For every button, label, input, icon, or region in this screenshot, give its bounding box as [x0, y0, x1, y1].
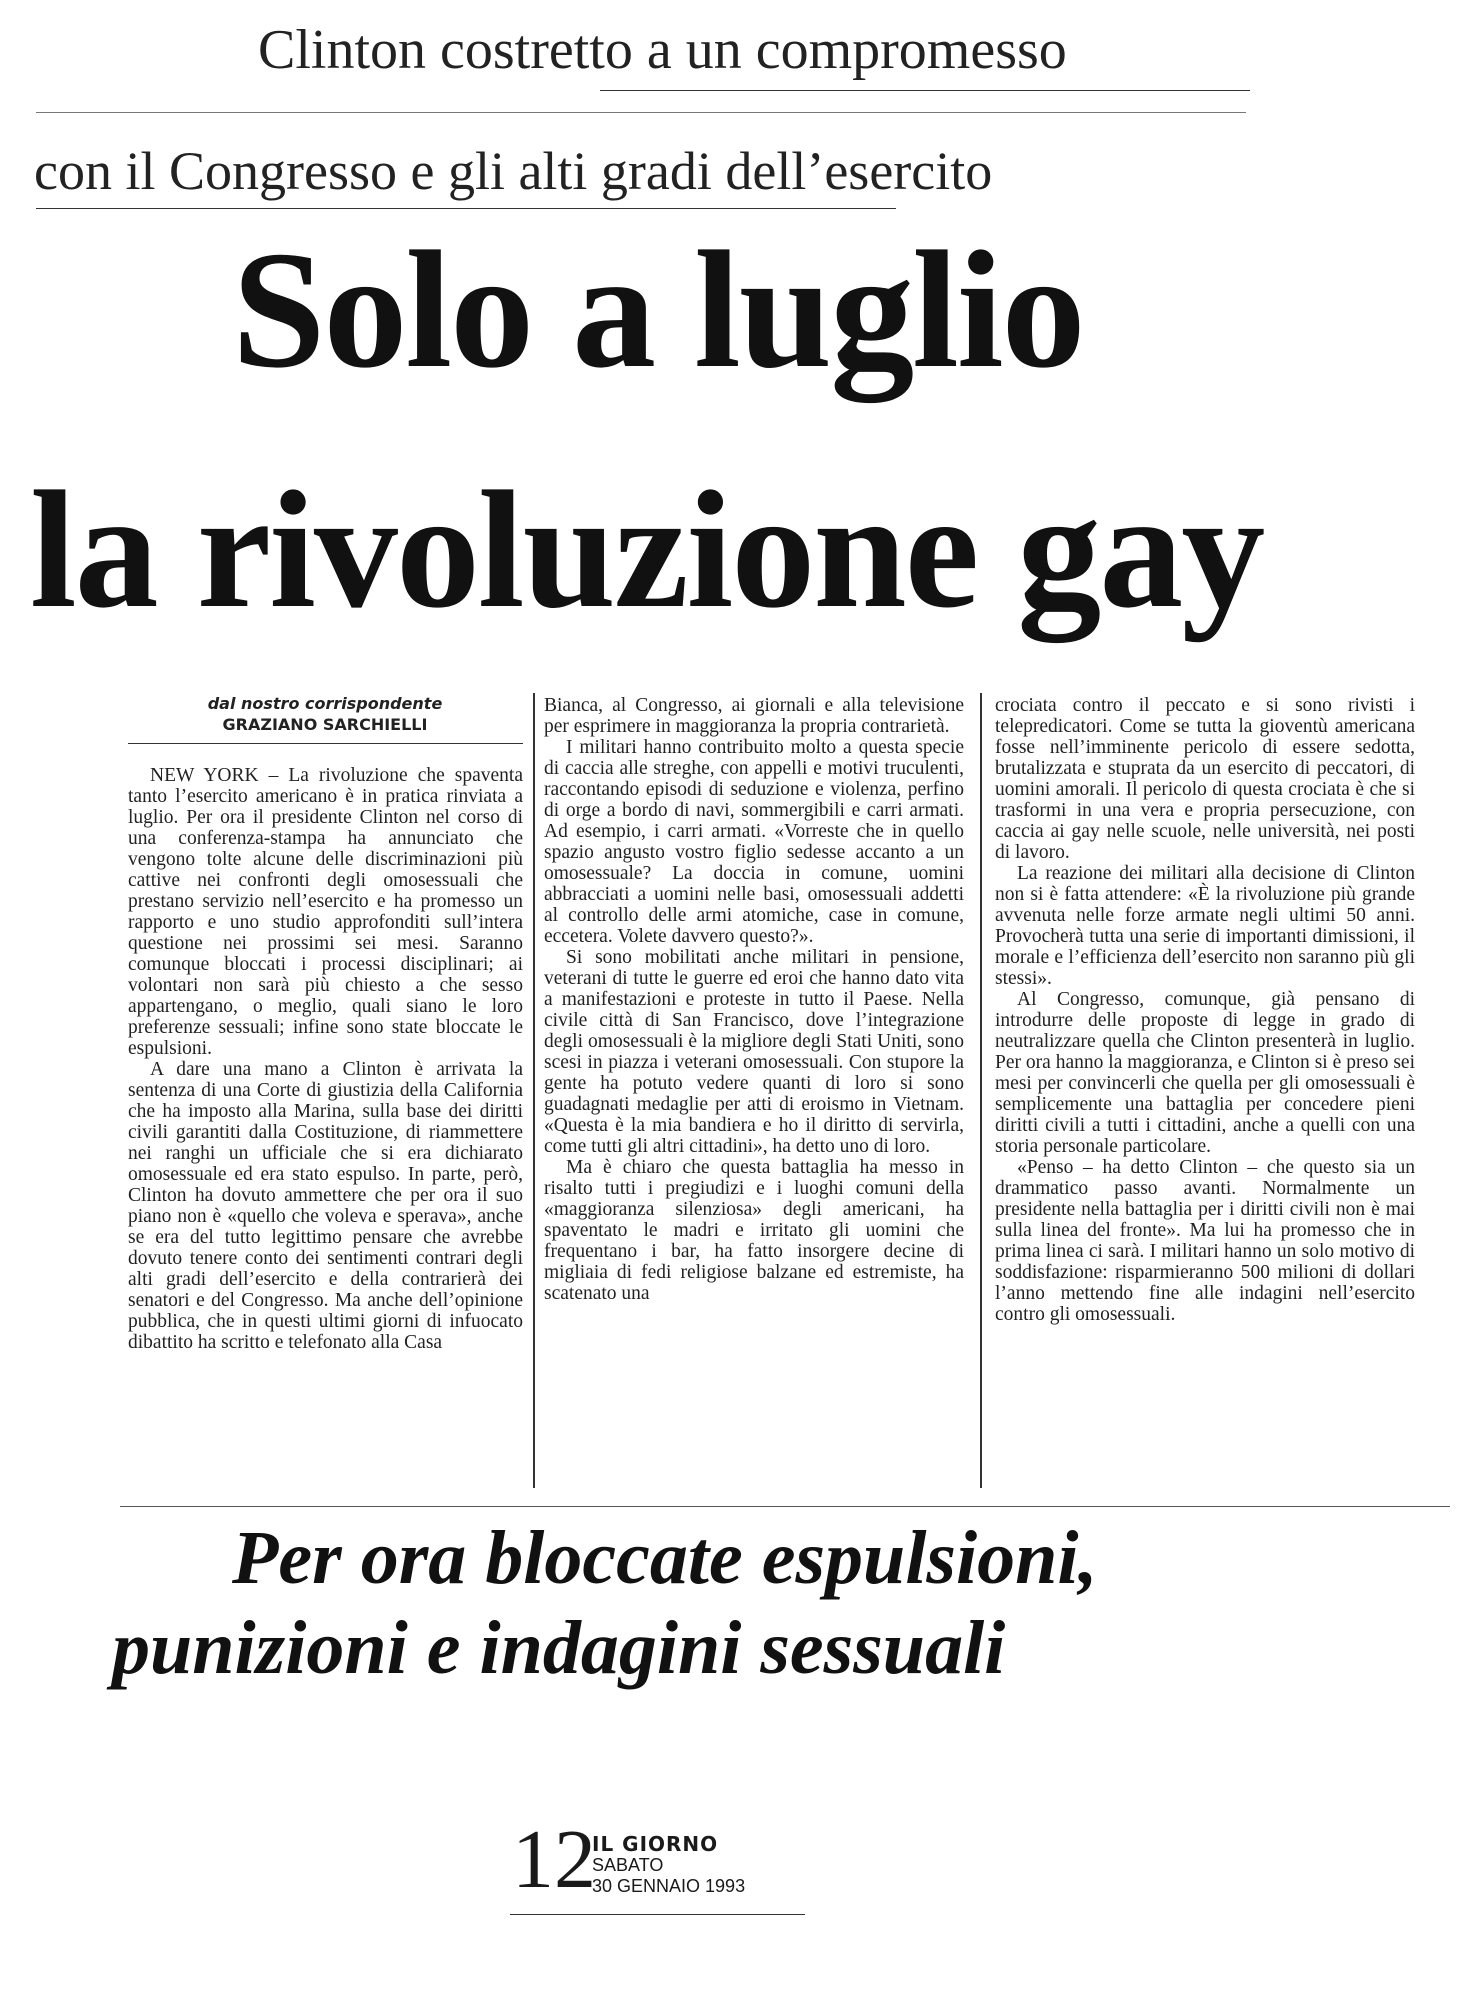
byline-rule — [128, 743, 523, 744]
subhead-line-2: punizioni e indagini sessuali — [112, 1606, 1006, 1690]
paragraph: Ma è chiaro che questa battaglia ha messo in risalto tutti i pregiudizi e i luoghi comuni della «maggioranza silenziosa» degli americani, ha spaventato le madri e irritato gli uomini che frequentano i bar, ha fatto insorgere decine di migliaia di fedi religiose balzane ed estremiste, ha scatenato una — [544, 1157, 964, 1304]
divider — [120, 1506, 1450, 1507]
subhead-line-1: Per ora bloccate espulsioni, — [232, 1516, 1098, 1600]
article-column-1 — [128, 765, 523, 1353]
article-column-3 — [995, 695, 1415, 1325]
newspaper-name: IL GIORNO — [592, 1832, 719, 1856]
paragraph: «Penso – ha detto Clinton – che questo sia un drammatico passo avanti. Normalmente un presidente nella battaglia per i diritti civili non è mai sulla linea del fronte». Ma lui ha promesso che in prima linea ci sarà. I militari hanno un solo motivo di soddisfazione: risparmieranno 500 milioni di dollari l’anno mettendo fine alle indagini nell’esercito contro gli omosessuali. — [995, 1157, 1415, 1325]
byline — [160, 693, 490, 735]
paragraph: Al Congresso, comunque, già pensano di introdurre delle proposte di legge in grado di neutralizzare quella che Clinton presenterà in luglio. Per ora hanno la maggioranza, e Clinton si è preso sei mesi per convincerli che quella per gli omosessuali è semplicemente una battaglia per concedere pieni diritti civili a tutti i cittadini, anche a quelli con una storia personale particolare. — [995, 989, 1415, 1157]
issue-date: 30 GENNAIO 1993 — [592, 1876, 746, 1896]
issue-day: SABATO — [592, 1855, 664, 1875]
divider — [36, 112, 1246, 113]
paragraph: crociata contro il peccato e si sono rivisti i telepredicatori. Come se tutta la gioventù americana fosse nell’imminente pericolo di essere sedotta, brutalizzata e stuprata da un esercito di peccatori, di uomini amorali. Il pericolo di questa crociata è che si trasformi in una vera e propria persecuzione, con caccia ai gay nelle scuole, nelle università, nei posti di lavoro. — [995, 695, 1415, 863]
footer-rule — [510, 1914, 805, 1915]
column-rule — [980, 693, 982, 1488]
byline-label: dal nostro corrispondente — [207, 694, 443, 713]
kicker-line-1: Clinton costretto a un compromesso — [258, 19, 1067, 81]
kicker-rule — [600, 90, 1250, 91]
paragraph: NEW YORK – La rivoluzione che spaventa tanto l’esercito americano è in pratica rinviata a luglio. Per ora il presidente Clinton nel corso di una conferenza-stampa ha annunciato che vengono tolte alcune delle discriminazioni più cattive nei confronti degli omosessuali che prestano servizio nell’esercito e ha promesso un rapporto e uno studio approfonditi sull’intera questione nei prossimi sei mesi. Saranno comunque bloccati i processi disciplinari; ai volontari non sarà più chiesto a che sesso appartengano, o meglio, quali siano le loro preferenze sessuali; infine sono state bloccate le espulsioni. — [128, 765, 523, 1059]
article-column-2 — [544, 695, 964, 1304]
kicker-line-2: con il Congresso e gli alti gradi dell’esercito — [34, 141, 993, 201]
paragraph: Si sono mobilitati anche militari in pensione, veterani di tutte le guerre ed eroi che hanno dato vita a manifestazioni e proteste in tutto il Paese. Nella civile città di San Francisco, dove l’integrazione degli omosessuali è la migliore degli Stati Uniti, sono scesi in piazza i veterani omosessuali. Con stupore la gente ha potuto vedere quanti di loro si sono guadagnati medaglie per atti di eroismo in Vietnam. «Questa è la mia bandiera e ho il diritto di servirla, come tutti gli altri cittadini», ha detto uno di loro. — [544, 947, 964, 1157]
kicker-rule — [36, 208, 896, 209]
page-number: 12 — [512, 1813, 596, 1906]
byline-author: GRAZIANO SARCHIELLI — [222, 715, 428, 734]
column-rule — [533, 693, 535, 1488]
paragraph: A dare una mano a Clinton è arrivata la sentenza di una Corte di giustizia della California che ha imposto alla Marina, sulla base dei diritti civili garantiti dalla Costituzione, di riammettere nei ranghi un ufficiale che si era dichiarato omosessuale ed era stato espulso. In parte, però, Clinton ha dovuto ammettere che per ora il suo piano non è «quello che voleva e sperava», anche se era del tutto legittimo pensare che avrebbe dovuto tenere conto dei sentimenti contrari degli alti gradi dell’esercito e della contrarierà dei senatori e del Congresso. Ma anche dell’opinione pubblica, che in questi ultimi giorni di infuocato dibattito ha scritto e telefonato alla Casa — [128, 1059, 523, 1353]
headline-line-2: la rivoluzione gay — [30, 457, 1264, 643]
paragraph: La reazione dei militari alla decisione di Clinton non si è fatta attendere: «È la rivoluzione più grande avvenuta nelle forze armate negli ultimi 50 anni. Provocherà tutta una serie di importanti dimissioni, il morale e l’efficienza dell’esercito non saranno più gli stessi». — [995, 863, 1415, 989]
headline-line-1: Solo a luglio — [232, 217, 1084, 403]
paragraph: Bianca, al Congresso, ai giornali e alla televisione per esprimere in maggioranza la propria contrarietà. — [544, 695, 964, 737]
paragraph: I militari hanno contribuito molto a questa specie di caccia alle streghe, con appelli e motivi truculenti, raccontando episodi di seduzione e violenza, perfino di orge a bordo di navi, sommergibili e carri armati. Ad esempio, i carri armati. «Vorreste che in quello spazio angusto vostro figlio sedesse accanto a un omosessuale? La doccia in comune, uomini abbracciati a uomini nelle basi, omosessuali addetti al controllo delle armi atomiche, case in comune, eccetera. Volete davvero questo?». — [544, 737, 964, 947]
